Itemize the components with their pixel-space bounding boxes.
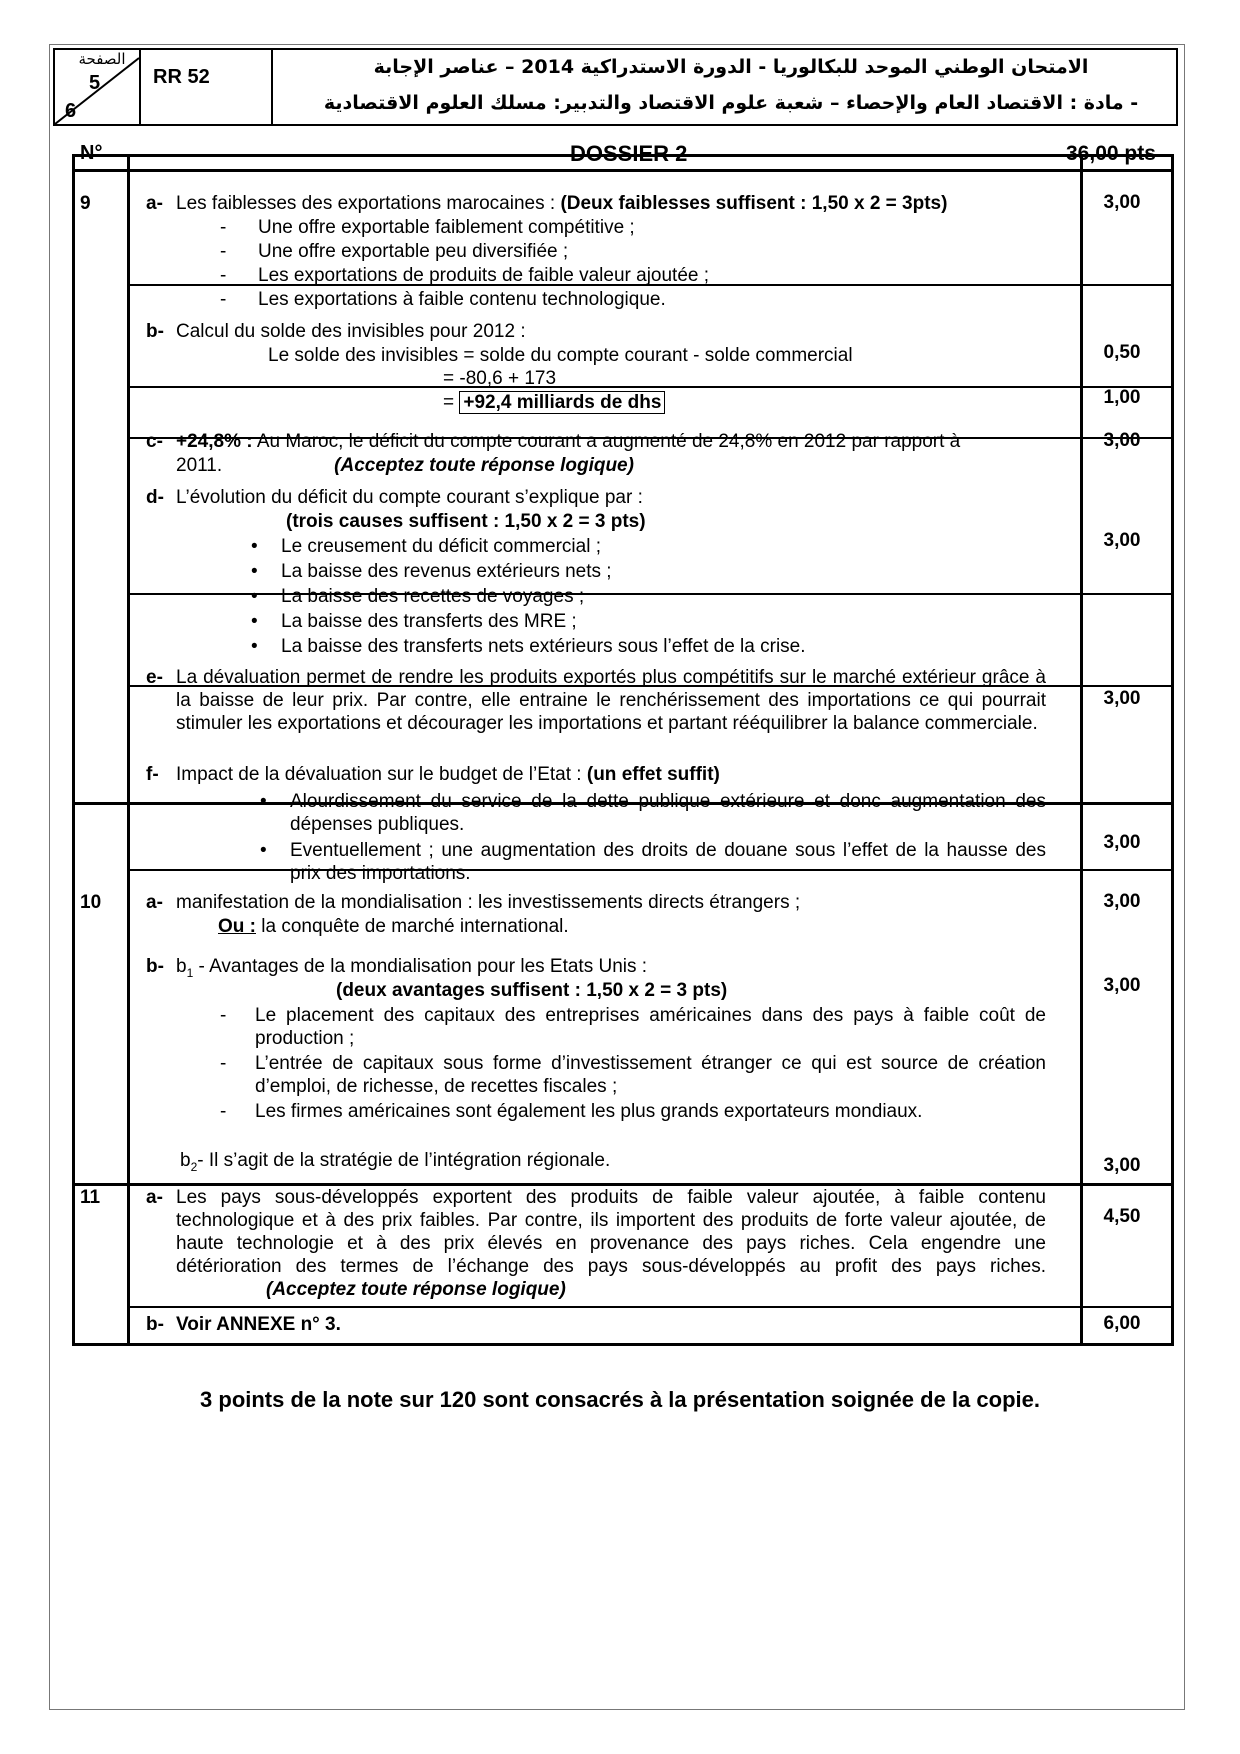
row-divider (127, 386, 1171, 388)
q9f-letter: f- (146, 764, 159, 785)
q10b-letter: b- (146, 956, 164, 977)
col-divider (127, 157, 130, 1343)
q9c-text: +24,8% : Au Maroc, le déficit du compte courant a augmenté de 24,8% en 2012 par rapport à (176, 431, 961, 452)
page-label: الصفحة (78, 50, 126, 68)
q9d-item: • La baisse des transferts nets extérieurs sous l’effet de la crise. (281, 635, 806, 658)
q9f-text: Impact de la dévaluation sur le budget de l’Etat : (un effet suffit) (176, 764, 720, 785)
q9e-score: 3,00 (1103, 688, 1141, 709)
header-title-line1: الامتحان الوطني الموحد للبكالوريا - الدورة الاستدراكية 2014 – عناصر الإجابة (373, 56, 1089, 78)
dossier-title: DOSSIER 2 (570, 141, 688, 166)
q10b1-score: 3,00 (1103, 975, 1141, 996)
q9b-line2: = -80,6 + 173 (443, 368, 557, 389)
q10a-letter: a- (146, 892, 163, 913)
q10b-dash: - (220, 1101, 227, 1122)
footer-note: 3 points de la note sur 120 sont consacrés à la présentation soignée de la copie. (200, 1387, 1040, 1412)
q9a-letter: a- (146, 193, 163, 214)
q10a-score: 3,00 (1103, 891, 1141, 912)
q9a-item: - Les exportations de produits de faible valeur ajoutée ; (220, 265, 710, 286)
q9b-line3: = +92,4 milliards de dhs (443, 391, 665, 414)
page-total: 6 (65, 100, 77, 122)
q10b-note: (deux avantages suffisent : 1,50 x 2 = 3 pts) (336, 980, 728, 1001)
q9d-score: 3,00 (1103, 530, 1141, 551)
q9a-item: - Une offre exportable faiblement compétitive ; (220, 217, 635, 238)
q11b-text: Voir ANNEXE n° 3. (176, 1314, 341, 1335)
q9d-item: • La baisse des revenus extérieurs nets ; (281, 560, 612, 583)
q9f-item: • Alourdissement du service de la dette publique extérieure et donc augmentation des dépenses publiques. (290, 790, 1046, 836)
q9a-item: - Une offre exportable peu diversifiée ; (220, 241, 569, 262)
q9d-item: • La baisse des recettes de voyages ; (281, 585, 584, 608)
q9d-text: L’évolution du déficit du compte courant s’explique par : (176, 487, 643, 508)
q9f-item: • Eventuellement ; une augmentation des droits de douane sous l’effet de la hausse des prix des importations. (290, 839, 1046, 885)
q10b1-text: $b_1$ - Avantages de la mondialisation pour les Etats Unis : (176, 956, 648, 980)
q11a-letter: a- (146, 1187, 163, 1208)
dossier-total: 36,00 pts (1066, 142, 1156, 165)
page-header (53, 48, 1178, 126)
q10b-item: L’entrée de capitaux sous forme d’investissement étranger ce qui est source de création d’emploi, de richesse, de recettes fiscales ; (255, 1053, 1046, 1097)
q9a-text: Les faiblesses des exportations marocaines : (Deux faiblesses suffisent : 1,50 x 2 = 3pts) (176, 193, 948, 214)
q9b-result: +92,4 milliards de dhs (459, 391, 665, 414)
q9c-text2: 2011. (Acceptez toute réponse logique) (176, 455, 634, 476)
exam-code-box (141, 50, 273, 124)
page-number: 5 (89, 72, 101, 94)
col-num-header: N° (80, 142, 103, 164)
q9d-letter: d- (146, 487, 164, 508)
row-divider (127, 1306, 1171, 1308)
q10b-item: Les firmes américaines sont également les plus grands exportateurs mondiaux. (255, 1101, 923, 1122)
header-titles (275, 50, 1171, 124)
q9a-score: 3,00 (1103, 192, 1141, 213)
q11a-score: 4,50 (1103, 1206, 1141, 1227)
exam-code: RR 52 (153, 66, 210, 88)
question-number-9: 9 (80, 193, 91, 214)
q10b2-score: 3,00 (1103, 1155, 1141, 1176)
q9c-letter: c- (146, 431, 163, 452)
q11b-letter: b- (146, 1314, 164, 1335)
q9b-text: Calcul du solde des invisibles pour 2012 : (176, 321, 526, 342)
q10b-dash: - (220, 1053, 227, 1074)
q9c-score: 3,00 (1103, 430, 1141, 451)
q9e-text: La dévaluation permet de rendre les produits exportés plus compétitifs sur le marché extérieur grâce à la baisse de leur prix. Par contre, elle entraine le renchérissement des importations ce qui pourrait stimuler les exportations et décourager les importations et partant rééquilibrer la balance commerciale. (176, 667, 1046, 734)
q9b-score1: 0,50 (1103, 342, 1141, 363)
q10b-dash: - (220, 1005, 227, 1026)
question-number-10: 10 (80, 892, 102, 913)
question-number-11: 11 (80, 1187, 101, 1208)
q10a-text: manifestation de la mondialisation : les investissements directs étrangers ; (176, 892, 801, 913)
q9b-letter: b- (146, 321, 164, 342)
row-divider (75, 169, 1171, 172)
q9e-letter: e- (146, 667, 163, 688)
q11b-score: 6,00 (1103, 1313, 1141, 1334)
q9f-score: 3,00 (1103, 832, 1141, 853)
q9b-line1: Le solde des invisibles = solde du compte courant - solde commercial (268, 345, 853, 366)
q9b-score2: 1,00 (1103, 387, 1141, 408)
q10a-text2: Ou : la conquête de marché international. (218, 916, 569, 937)
q10b2-text: $b_2-$ Il s’agit de la stratégie de l’intégration régionale. (180, 1150, 611, 1174)
q9d-note: (trois causes suffisent : 1,50 x 2 = 3 pts) (286, 511, 646, 532)
header-title-line2: - مادة : الاقتصاد العام والإحصاء – شعبة علوم الاقتصاد والتدبير: مسلك العلوم الاقتصادية (323, 92, 1139, 114)
page-number-box (55, 50, 141, 124)
q10b-item: Le placement des capitaux des entreprises américaines dans des pays à faible coût de production ; (255, 1005, 1046, 1049)
q9d-item: • Le creusement du déficit commercial ; (281, 535, 601, 558)
q9d-item: • La baisse des transferts des MRE ; (281, 610, 577, 633)
q9a-item: - Les exportations à faible contenu technologique. (220, 289, 666, 310)
q11a-text: Les pays sous-développés exportent des produits de faible valeur ajoutée, à faible contenu technologique et à des prix faibles. Par contre, ils importent des produits de forte valeur ajoutée, de haute technologie et à des prix élevés en provenance des pays riches. Cela engendre une détérioration des termes de l’échange des pays sous-développés au profit des pays riches.(Acceptez toute réponse logique) (176, 1187, 1046, 1300)
